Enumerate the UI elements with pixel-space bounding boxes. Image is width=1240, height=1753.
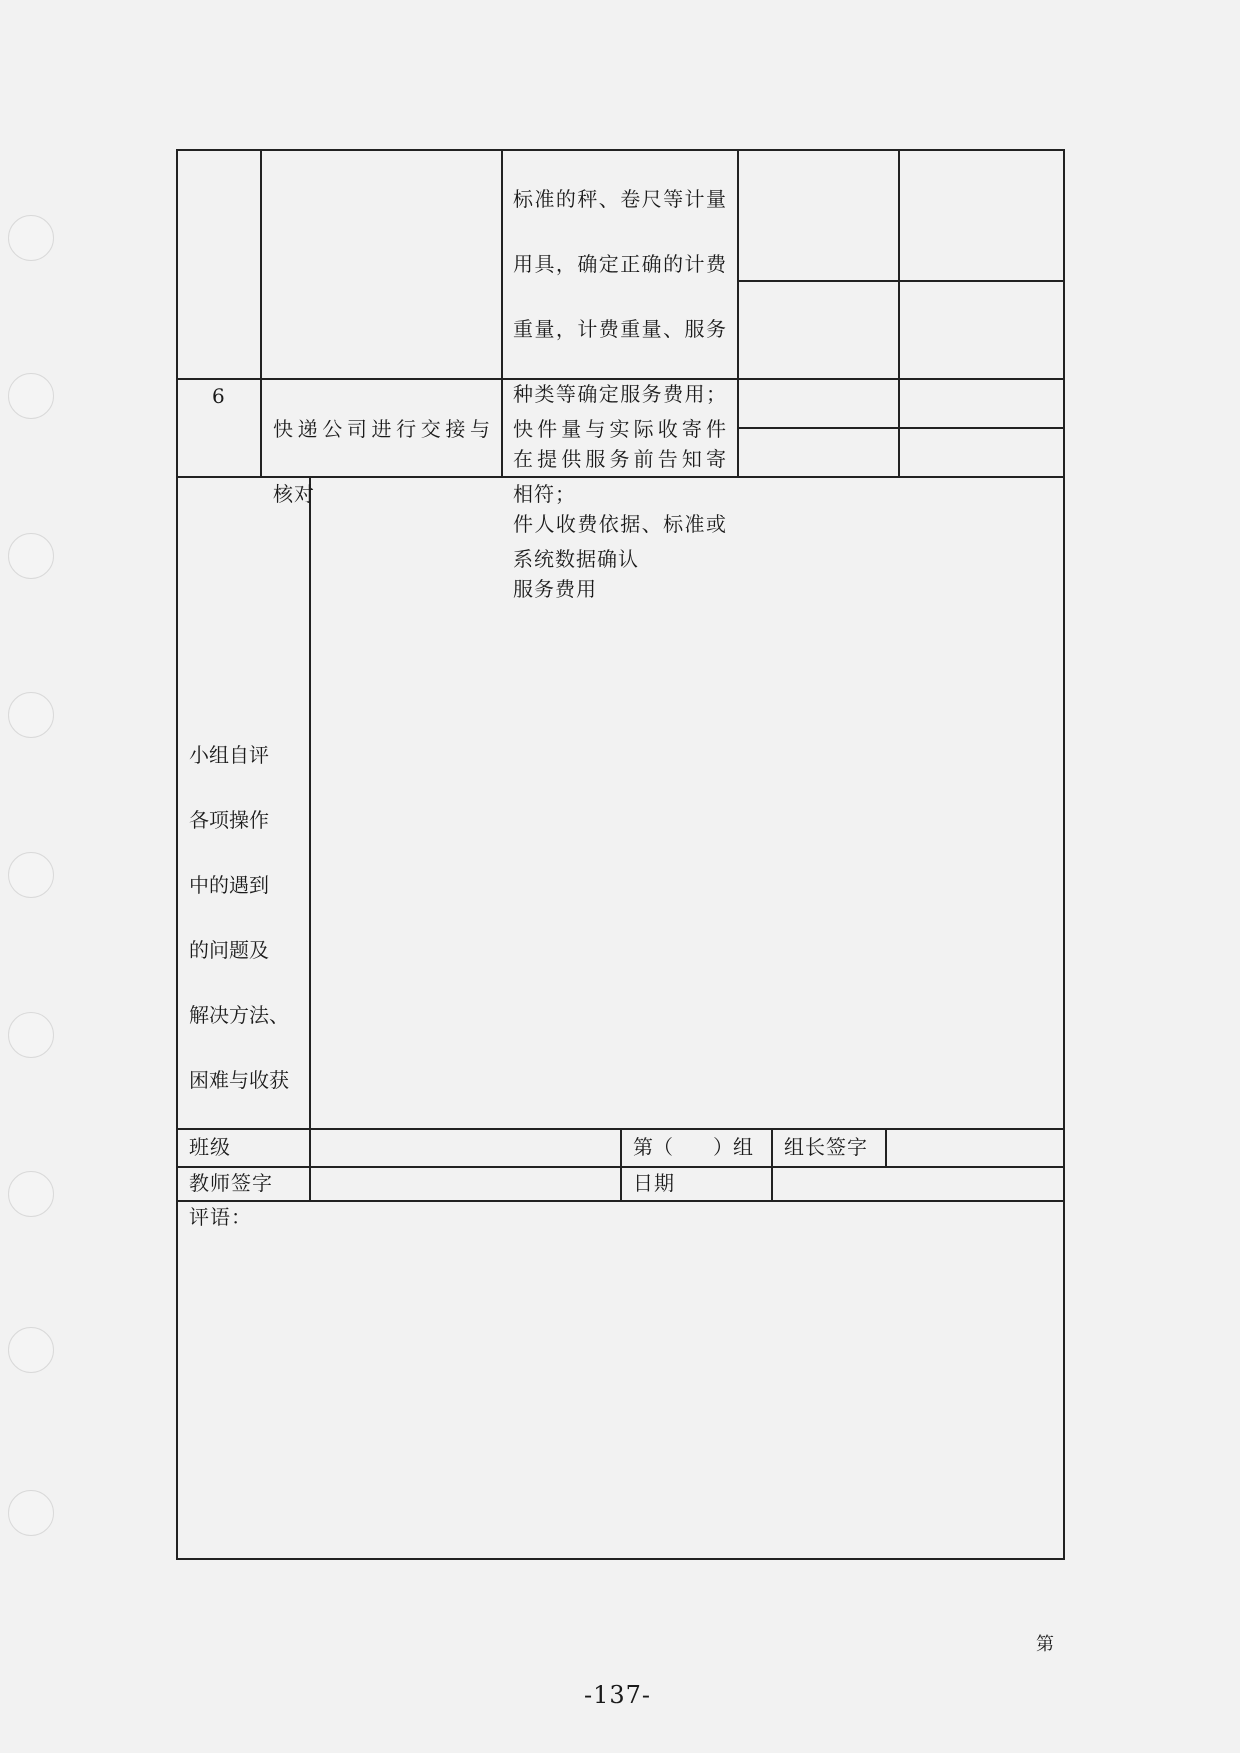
row-divider bbox=[738, 280, 1065, 282]
col-divider bbox=[620, 1128, 622, 1201]
text-line: 的问题及 bbox=[189, 937, 269, 962]
date-field[interactable] bbox=[773, 1168, 1062, 1200]
text-line: 系统数据确认 bbox=[513, 546, 639, 571]
text-line: 标准的秤、卷尺等计量 bbox=[513, 186, 727, 211]
table-border-right bbox=[1063, 149, 1065, 1559]
text-line: 件人收费依据、标准或 bbox=[513, 511, 727, 536]
class-field[interactable] bbox=[311, 1130, 619, 1166]
text-line: 重量，计费重量、服务 bbox=[513, 316, 727, 341]
text-line: 在提供服务前告知寄 bbox=[513, 446, 727, 471]
leader-signature-field[interactable] bbox=[887, 1130, 1062, 1166]
col-divider bbox=[501, 149, 503, 477]
row-divider bbox=[738, 427, 1065, 429]
self-eval-label bbox=[189, 706, 304, 1129]
text-line: 种类等确定服务费用； bbox=[513, 381, 727, 406]
text-line: 快件量与实际收寄件 bbox=[513, 416, 727, 441]
table-border-bottom bbox=[176, 1558, 1065, 1560]
page-number: -137- bbox=[584, 1681, 652, 1709]
text-line: 相符； bbox=[513, 481, 576, 506]
binder-hole bbox=[8, 215, 54, 261]
date-label: 日期 bbox=[633, 1171, 675, 1195]
text-line: 快递公司进行交接与 bbox=[273, 416, 491, 441]
class-label: 班级 bbox=[189, 1135, 231, 1159]
binder-hole bbox=[8, 1490, 54, 1536]
teacher-signature-label: 教师签字 bbox=[189, 1171, 273, 1195]
group-label: 第（ ）组 bbox=[633, 1135, 753, 1159]
binder-hole bbox=[8, 1327, 54, 1373]
text-line: 各项操作 bbox=[189, 807, 269, 832]
text-line: 小组自评 bbox=[189, 742, 269, 767]
binder-hole bbox=[8, 373, 54, 419]
text-line: 服务费用 bbox=[513, 576, 597, 601]
leader-signature-label: 组长签字 bbox=[784, 1135, 868, 1159]
teacher-signature-field[interactable] bbox=[311, 1168, 619, 1200]
col-divider bbox=[260, 149, 262, 477]
binder-hole bbox=[8, 533, 54, 579]
binder-hole bbox=[8, 852, 54, 898]
row-index: 6 bbox=[212, 384, 226, 408]
comment-field[interactable] bbox=[178, 1234, 1062, 1556]
col-divider bbox=[737, 149, 739, 477]
text-line: 中的遇到 bbox=[189, 872, 269, 897]
text-line: 解决方法、 bbox=[189, 1002, 289, 1027]
corner-char: 第 bbox=[1036, 1634, 1054, 1655]
text-line: 用具，确定正确的计费 bbox=[513, 251, 727, 276]
comment-label: 评语： bbox=[189, 1205, 252, 1229]
text-line: 核对 bbox=[273, 481, 315, 506]
col-divider bbox=[898, 149, 900, 477]
self-eval-field[interactable] bbox=[311, 478, 1062, 1127]
text-line: 困难与收获 bbox=[189, 1067, 289, 1092]
binder-hole bbox=[8, 692, 54, 738]
binder-hole bbox=[8, 1171, 54, 1217]
binder-hole bbox=[8, 1012, 54, 1058]
